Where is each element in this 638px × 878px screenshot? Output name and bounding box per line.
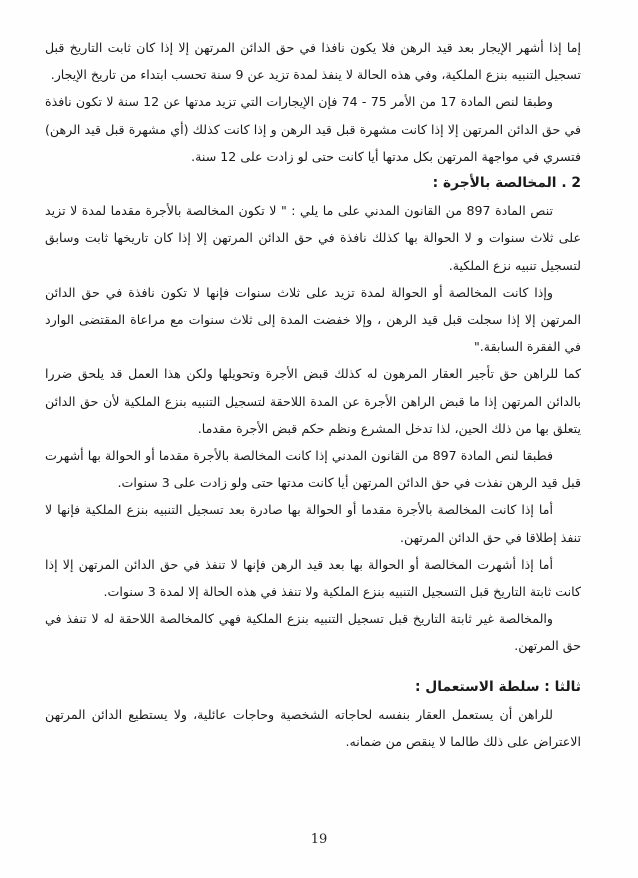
page-number: 19 <box>310 832 328 847</box>
paragraph-receipt-after-mortgage: أما إذا أشهرت المخالصة أو الحوالة بها بعد قيد الرهن فإنها لا تنفذ في حق الدائن المرتهن إلا إذا كانت ثابتة التاريخ قبل التسجيل التنبيه بنزع الملكية ولا تنفذ في هذه الحالة إلا لمدة 3 سنوات. <box>45 556 581 600</box>
document-body <box>45 34 581 755</box>
paragraph-receipt-before-mortgage: فطبقا لنص المادة 897 من القانون المدني إذا كانت المخالصة بالأجرة مقدما أو الحوالة بها أشهرت قبل قيد الرهن نفذت في حق الدائن المرتهن أيا كانت مدتها حتى ولو زادت على 3 سنوات. <box>45 448 581 491</box>
paragraph-lease-after-mortgage: إما إذا أشهر الإيجار بعد قيد الرهن فلا يكون نافذا في حق الدائن المرتهن إلا إذا كان ثابت التاريخ قبل تسجيل التنبيه بنزع الملكية، وفي هذه الحالة لا ينفذ لمدة تزيد عن 9 سنة تحسب ابتداء من تاريخ الإيجار. <box>45 40 581 83</box>
paragraph-right-of-use: للراهن أن يستعمل العقار بنفسه لحاجاته الشخصية وحاجات عائلية، ولا يستطيع الدائن المرتهن الاعتراض على ذلك طالما لا ينقص من ضمانه. <box>45 706 581 750</box>
paragraph-article-17: وطبقا لنص المادة 17 من الأمر 75 - 74 فإن الإيجارات التي تزيد مدتها عن 12 سنة لا تكون نافذة في حق الدائن المرتهن إلا إذا كانت مشهرة قبل قيد الرهن و إذا كانت كذلك (أي مشهرة قبل قيد الرهن) فتسري في مواجهة المرتهن بكل مدتها أيا كانت حتى لو زادت على 12 سنة. <box>45 94 581 164</box>
paragraph-undated-receipt: والمخالصة غير ثابتة التاريخ قبل تسجيل التنبيه بنزع الملكية فهي كالمخالصة اللاحقة له لا تنفذ في حق المرتهن. <box>45 611 581 654</box>
paragraph-article-897-quote: تنص المادة 897 من القانون المدني على ما يلي : " لا تكون المخالصة بالأجرة مقدما لمدة لا تزيد على ثلاث سنوات و لا الحوالة بها كذلك نافذة في حق الدائن المرتهن إلا إذا كان تاريخها ثابت وسابق لتسجيل تنبيه نزع الملكية. <box>45 203 581 273</box>
paragraph-receipt-after-notice: أما إذا كانت المخالصة بالأجرة مقدما أو الحوالة بها صادرة بعد تسجيل التنبيه بنزع الملكية فإنها لا تنفذ إطلاقا في حق الدائن المرتهن. <box>45 502 581 545</box>
section-heading-right-of-use: ثالثا : سلطة الاستعمال : <box>414 678 581 695</box>
paragraph-article-897-continued: وإذا كانت المخالصة أو الحوالة لمدة تزيد على ثلاث سنوات فإنها لا تكون نافذة في حق الدائن المرتهن إلا إذا سجلت قبل قيد الرهن ، وإلا خفضت المدة إلى ثلاث سنوات مع مراعاة المقتضى الوارد في الفقرة السابقة." <box>45 284 581 355</box>
section-spacer <box>45 660 581 674</box>
section-heading-rent-receipt: 2 . المخالصة بالأجرة : <box>432 175 581 192</box>
paragraph-mortgagor-rent-right: كما للراهن حق تأجير العقار المرهون له كذلك قبض الأجرة وتحويلها ولكن هذا العمل قد يلحق ضررا بالدائن المرتهن إذا ما قبض الراهن الأجرة عن المدة اللاحقة لتسجيل التنبيه بنزع الملكية لأن حق الدائن يتعلق بها من ذلك الحين، لذا تدخل المشرع ونظم حكم قبض الأجرة مقدما. <box>45 366 581 436</box>
